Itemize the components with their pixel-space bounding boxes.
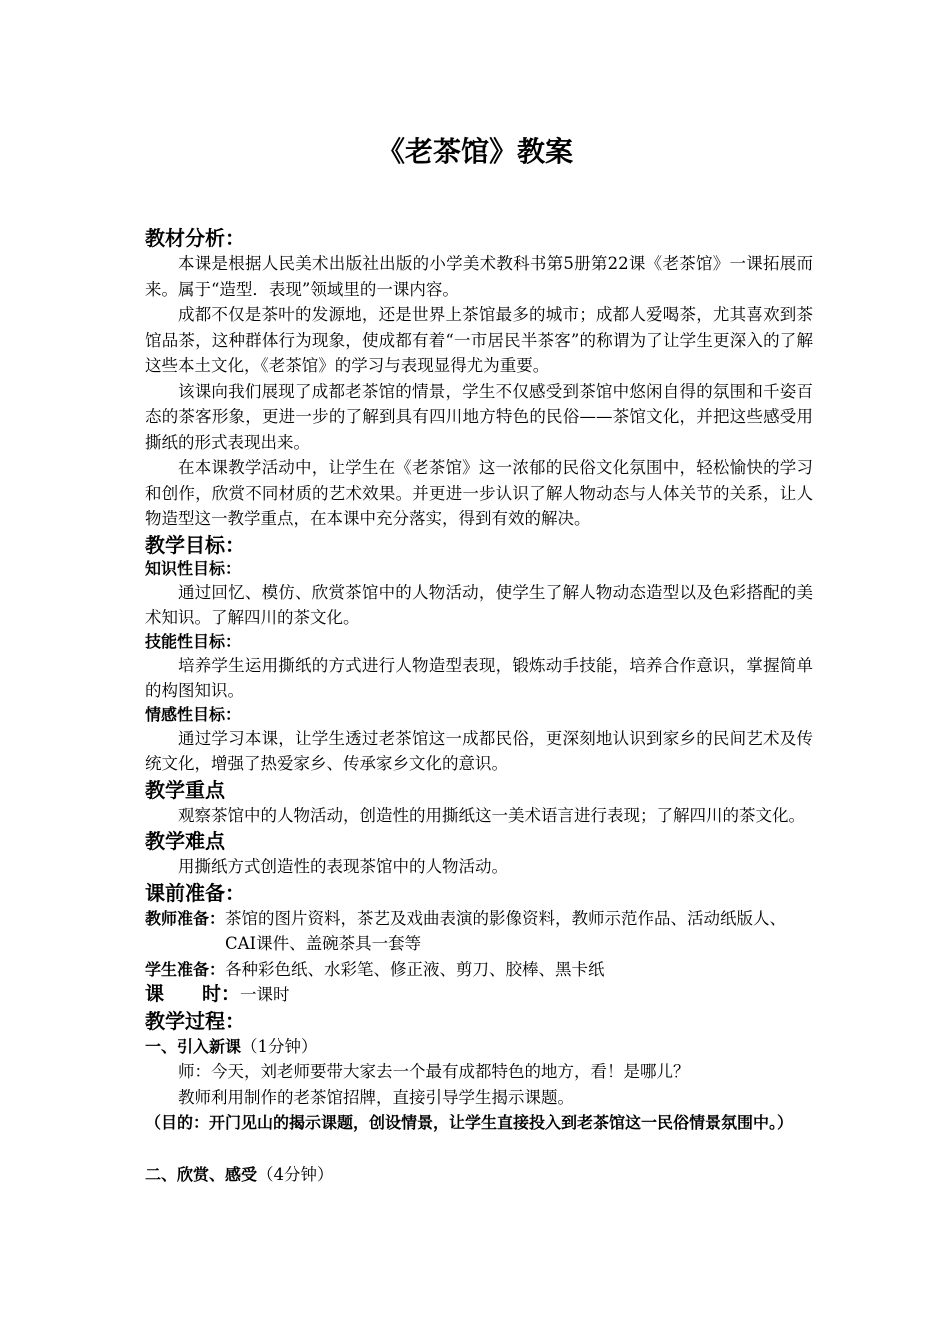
knowledge-goal-label: 知识性目标：	[145, 558, 242, 578]
teacher-prep-text: 茶馆的图片资料，茶艺及戏曲表演的影像资料，教师示范作品、活动纸版人、CAI课件、盖碗茶具一套等	[225, 908, 787, 953]
analysis-paragraph-4: 在本课教学活动中，让学生在《老茶馆》这一浓郁的民俗文化氛围中，轻松愉快的学习和创作，欣赏不同材质的艺术效果。并更进一步认识了解人物动态与人体关节的关系，让人物造型这一教学重点，在本课中充分落实，得到有效的解决。	[145, 458, 813, 528]
analysis-paragraph-1: 本课是根据人民美术出版社出版的小学美术教科书第5册第22课《老茶馆》一课拓展而来。属于“造型．表现”领域里的一课内容。	[145, 254, 813, 299]
process-heading: 教学过程：	[145, 1008, 245, 1033]
teacher-prep-label: 教师准备：	[145, 908, 226, 928]
period-row	[145, 982, 813, 1008]
key-point-text: 观察茶馆中的人物活动，创造性的用撕纸这一美术语言进行表现；了解四川的茶文化。	[178, 805, 805, 825]
step2-time: （4分钟）	[257, 1164, 334, 1184]
student-prep-label: 学生准备：	[145, 959, 226, 979]
student-prep-text: 各种彩色纸、水彩笔、修正液、剪刀、胶棒、黑卡纸	[225, 959, 605, 979]
step1-label: 一、引入新课	[145, 1036, 242, 1056]
prep-heading: 课前准备：	[145, 880, 245, 905]
analysis-heading: 教材分析：	[145, 226, 245, 250]
step1-line-2: 教师利用制作的老茶馆招牌，直接引导学生揭示课题。	[178, 1087, 574, 1107]
document-body	[145, 225, 813, 1187]
step1-time: （1分钟）	[241, 1036, 318, 1056]
page-title: 《老茶馆》教案	[376, 135, 573, 168]
difficulty-text: 用撕纸方式创造性的表现茶馆中的人物活动。	[178, 857, 508, 876]
emotion-goal-text: 通过学习本课，让学生透过老茶馆这一成都民俗，更深刻地认识到家乡的民间艺术及传统文化，增强了热爱家乡、传承家乡文化的意识。	[145, 728, 813, 773]
analysis-paragraph-3: 该课向我们展现了成都老茶馆的情景，学生不仅感受到茶馆中悠闲自得的氛围和千姿百态的茶客形象，更进一步的了解到具有四川地方特色的民俗——茶馆文化，并把这些感受用撕纸的形式表现出来。	[145, 381, 813, 452]
emotion-goal-label: 情感性目标：	[145, 704, 242, 724]
step2-row	[145, 1162, 813, 1188]
goals-heading: 教学目标：	[145, 532, 245, 557]
step1-line-1: 师：今天，刘老师要带大家去一个最有成都特色的地方，看！是哪儿？	[178, 1062, 690, 1081]
step2-label: 二、欣赏、感受	[145, 1164, 258, 1184]
knowledge-goal-text: 通过回忆、模仿、欣赏茶馆中的人物活动，使学生了解人物动态造型以及色彩搭配的美术知识。了解四川的茶文化。	[145, 582, 813, 627]
teacher-prep-row	[145, 906, 813, 957]
spacer	[145, 1136, 813, 1162]
skill-goal-text: 培养学生运用撕纸的方式进行人物造型表现，锻炼动手技能，培养合作意识，掌握简单的构图知识。	[145, 655, 813, 700]
period-label: 课 时：	[145, 983, 241, 1005]
key-point-heading: 教学重点	[145, 777, 225, 802]
period-text: 一课时	[240, 985, 290, 1004]
analysis-paragraph-2: 成都不仅是茶叶的发源地，还是世界上茶馆最多的城市；成都人爱喝茶，尤其喜欢到茶馆品茶，这种群体行为现象，使成都有着“一市居民半茶客”的称谓为了让学生更深入的了解这些本土文化，《老茶馆》的学习与表现显得尤为重要。	[145, 305, 813, 375]
student-prep-row	[145, 957, 813, 983]
difficulty-heading: 教学难点	[145, 829, 225, 853]
step1-purpose: （目的：开门见山的揭示课题，创设情景，让学生直接投入到老茶馆这一民俗情景氛围中。）	[145, 1113, 794, 1132]
step1-row	[145, 1034, 813, 1060]
skill-goal-label: 技能性目标：	[145, 631, 242, 651]
